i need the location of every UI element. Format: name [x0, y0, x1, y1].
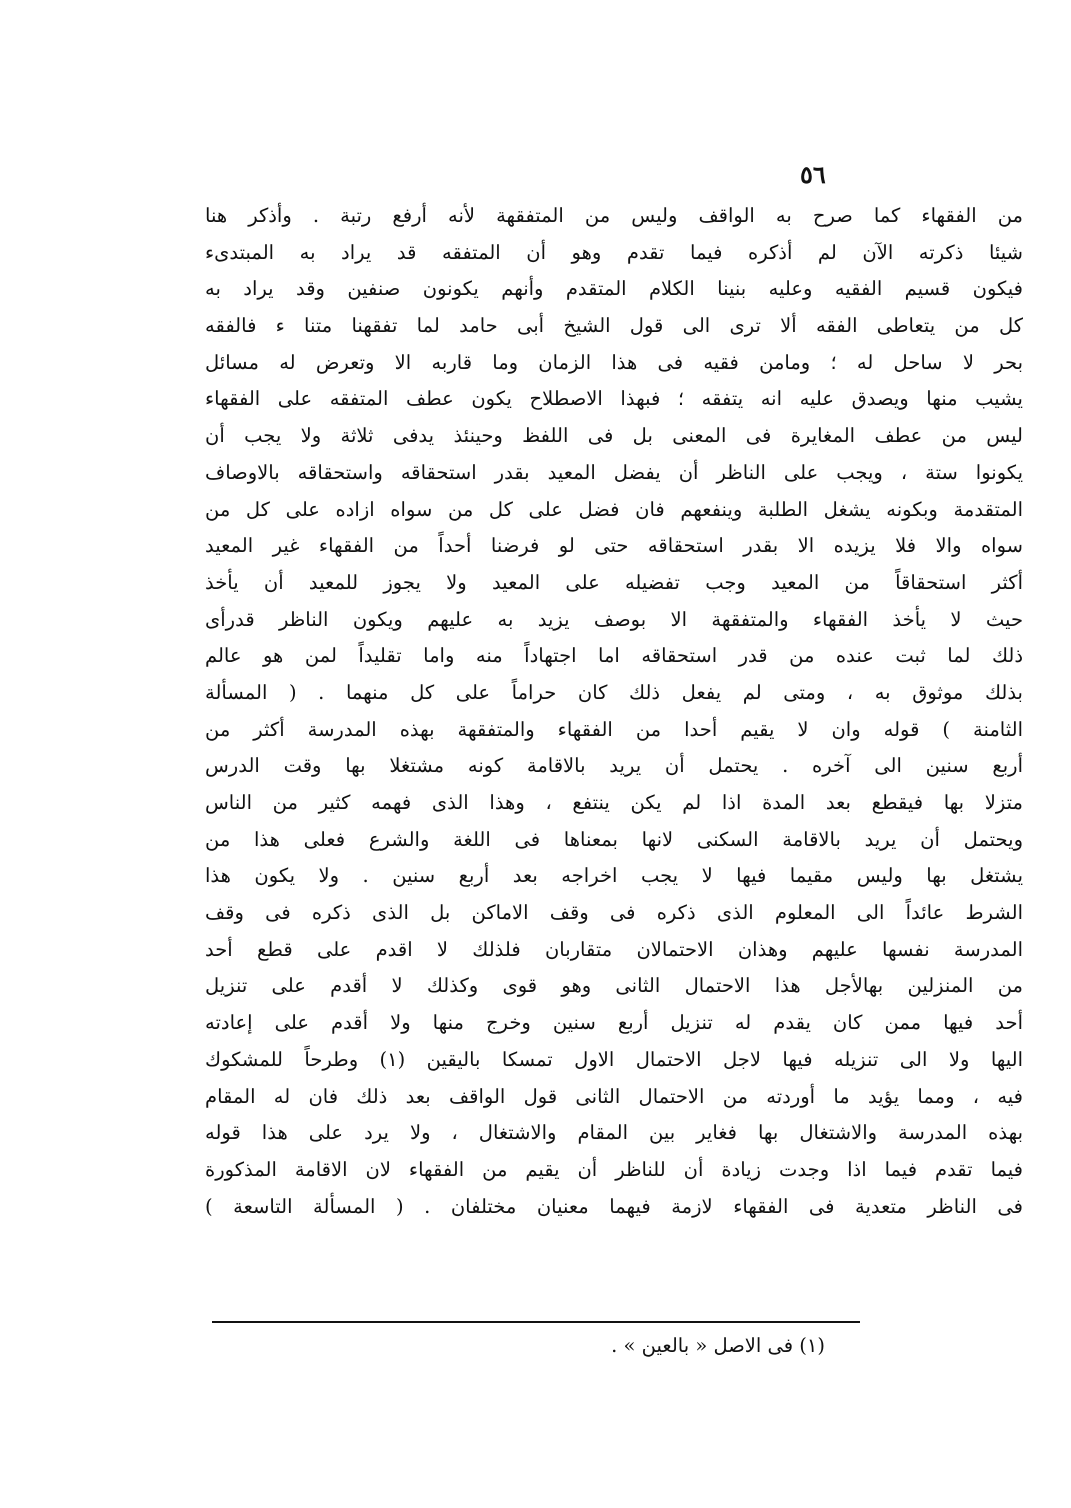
text-line: ويحتمل أن يريد بالاقامة السكنى لانها بمعناها فى اللغة والشرع فعلى هذا من	[205, 827, 1023, 851]
page-number: ٥٦	[800, 160, 826, 189]
text-line: يشيب منها ويصدق عليه انه يتفقه ؛ فبهذا الاصطلاح يكون عطف المتفقه على الفقهاء	[205, 387, 1023, 411]
text-line: فى الناظر متعدية فى الفقهاء لازمة فيهما معنيان مختلفان . ( المسألة التاسعة )	[205, 1194, 1023, 1218]
text-line: الشرط عائداً الى المعلوم الذى ذكره فى وقف الاماكن بل الذى ذكره فى وقف	[205, 901, 1023, 925]
footnote-divider	[212, 1321, 860, 1323]
text-line: ليس من عطف المغايرة فى المعنى بل فى اللفظ وحينئذ يدفى ثلاثة ولا يجب أن	[205, 424, 1023, 448]
text-line: يكونوا ستة ، ويجب على الناظر أن يفضل المعيد بقدر استحقاقه واستحقاقه بالاوصاف	[205, 460, 1023, 484]
text-line: بذلك موثوق به ، ومتى لم يفعل ذلك كان حراماً على كل منهما . ( المسألة	[205, 680, 1023, 704]
text-line: من الفقهاء كما صرح به الواقف وليس من المتفقهة لأنه أرفع رتبة . وأذكر هنا	[205, 204, 1023, 227]
text-line: متزلا بها فيقطع بعد المدة اذا لم يكن ينتفع ، وهذا الذى فهمه كثير من الناس	[205, 791, 1023, 814]
text-line: من المنزلين بهالأجل هذا الاحتمال الثانى وهو قوى وكذلك لا أقدم على تنزيل	[205, 974, 1023, 998]
text-line: فيكون قسيم الفقيه وعليه بنينا الكلام المتقدم وأنهم يكونون صنفين وقد يراد به	[205, 277, 1023, 301]
text-line: اليها ولا الى تنزيله فيها لاجل الاحتمال الاول تمسكا باليقين (١) وطرحاً للمشكوك	[205, 1047, 1023, 1071]
text-line: فيه ، ومما يؤيد ما أوردته من الاحتمال الثانى قول الواقف بعد ذلك فان له المقام	[205, 1084, 1023, 1108]
body-text	[205, 198, 1023, 1225]
text-line: سواه والا فلا يزيده الا بقدر استحقاقه حتى لو فرضنا أحداً من الفقهاء غير المعيد	[205, 534, 1023, 558]
text-line: يشتغل بها وليس مقيما فيها لا يجب اخراجه بعد أربع سنين . ولا يكون هذا	[205, 864, 1023, 888]
text-line: بهذه المدرسة والاشتغال بها فغاير بين المقام والاشتغال ، ولا يرد على هذا قوله	[205, 1121, 1023, 1145]
footnote: (١) فى الاصل « بالعين » .	[611, 1334, 825, 1357]
text-line: فيما تقدم فيما اذا وجدت زيادة أن للناظر أن يقيم من الفقهاء لان الاقامة المذكورة	[205, 1157, 1023, 1181]
text-line: بحر لا ساحل له ؛ ومامن فقيه فى هذا الزمان وما قاربه الا وتعرض له مسائل	[205, 350, 1023, 374]
text-line: المتقدمة وبكونه يشغل الطلبة وينفعهم فان فضل على كل من سواه ازاده على كل من	[205, 497, 1023, 521]
text-line: حيث لا يأخذ الفقهاء والمتفقهة الا بوصف يزيد به عليهم ويكون الناظر قدرأى	[205, 607, 1023, 631]
text-line: ذلك لما ثبت عنده من قدر استحقاقه اما اجتهاداً منه واما تقليداً لمن هو عالم	[205, 644, 1023, 668]
text-line: المدرسة نفسها عليهم وهذان الاحتمالان متقاربان فلذلك لا اقدم على قطع أحد	[205, 937, 1023, 961]
text-line: كل من يتعاطى الفقه ألا ترى الى قول الشيخ أبى حامد لما تفقهنا متنا ء فالفقه	[205, 314, 1023, 338]
text-line: الثامنة ) قوله وان لا يقيم أحدا من الفقهاء والمتفقهة بهذه المدرسة أكثر من	[205, 717, 1023, 741]
text-line: أكثر استحقاقاً من المعيد وجب تفضيله على المعيد ولا يجوز للمعيد أن يأخذ	[205, 570, 1023, 594]
text-line: أحد فيها ممن كان يقدم له تنزيل أربع سنين وخرج منها ولا أقدم على إعادته	[205, 1011, 1023, 1035]
text-line: شيئا ذكرته الآن لم أذكره فيما تقدم وهو أن المتفقه قد يراد به المبتدىء	[205, 240, 1023, 264]
text-line: أربع سنين الى آخره . يحتمل أن يريد بالاقامة كونه مشتغلا بها وقت الدرس	[205, 754, 1023, 778]
